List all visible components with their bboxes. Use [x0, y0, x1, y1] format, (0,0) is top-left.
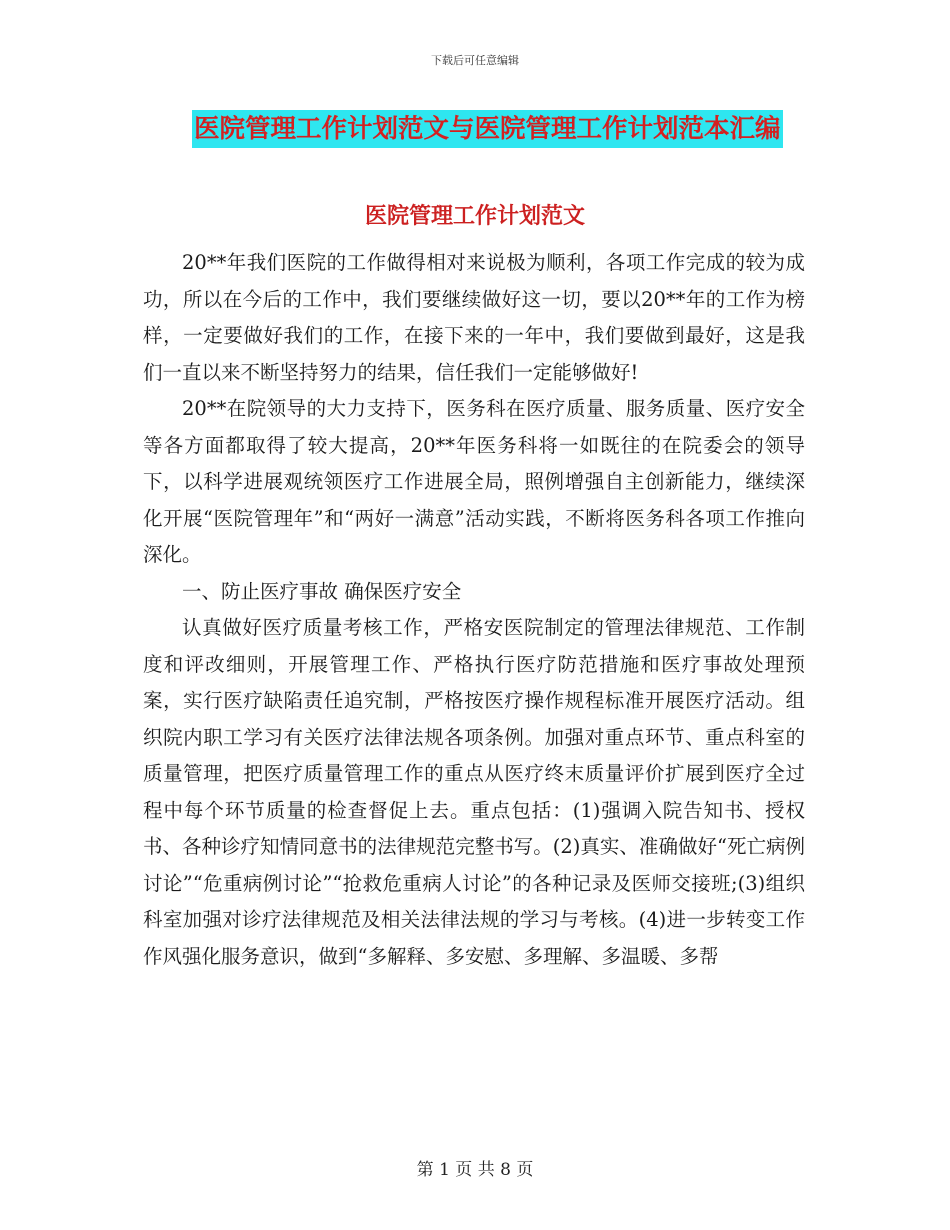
header-note: 下载后可任意编辑 [431, 54, 519, 67]
section-heading: 一、防止医疗事故 确保医疗安全 [182, 579, 462, 603]
body-paragraph: 20**在院领导的大力支持下，医务科在医疗质量、服务质量、医疗安全等各方面都取得了较大提高，20**年医务科将一如既往的在院委会的领导下，以科学进展观统领医疗工作进展全局，照例增强自主创新能力，继续深化开展“医院管理年”和“两好一满意”活动实践，不断将医务科各项工作推向深化。 [143, 397, 805, 566]
section-title: 医院管理工作计划范文 [364, 203, 585, 229]
document-body [143, 245, 805, 975]
body-paragraph: 20**年我们医院的工作做得相对来说极为顺利，各项工作完成的较为成功，所以在今后的工作中，我们要继续做好这一切，要以20**年的工作为榜样，一定要做好我们的工作，在接下来的一年中，我们要做到最好，这是我们一直以来不断坚持努力的结果，信任我们一定能够做好! [143, 251, 805, 384]
document-title: 医院管理工作计划范文与医院管理工作计划范本汇编 [192, 110, 783, 148]
page-number: 第 1 页 共 8 页 [416, 1160, 534, 1180]
body-paragraph: 认真做好医疗质量考核工作，严格安医院制定的管理法律规范、工作制度和评改细则，开展管理工作、严格执行医疗防范措施和医疗事故处理预案，实行医疗缺陷责任追究制，严格按医疗操作规程标准开展医疗活动。组织院内职工学习有关医疗法律法规各项条例。加强对重点环节、重点科室的质量管理，把医疗质量管理工作的重点从医疗终末质量评价扩展到医疗全过程中每个环节质量的检查督促上去。重点包括：(1)强调入院告知书、授权书、各种诊疗知情同意书的法律规范完整书写。(2)真实、准确做好“死亡病例讨论”“危重病例讨论”“抢救危重病人讨论”的各种记录及医师交接班;(3)组织科室加强对诊疗法律规范及相关法律法规的学习与考核。(4)进一步转变工作作风强化服务意识，做到“多解释、多安慰、多理解、多温暖、多帮 [143, 616, 805, 968]
